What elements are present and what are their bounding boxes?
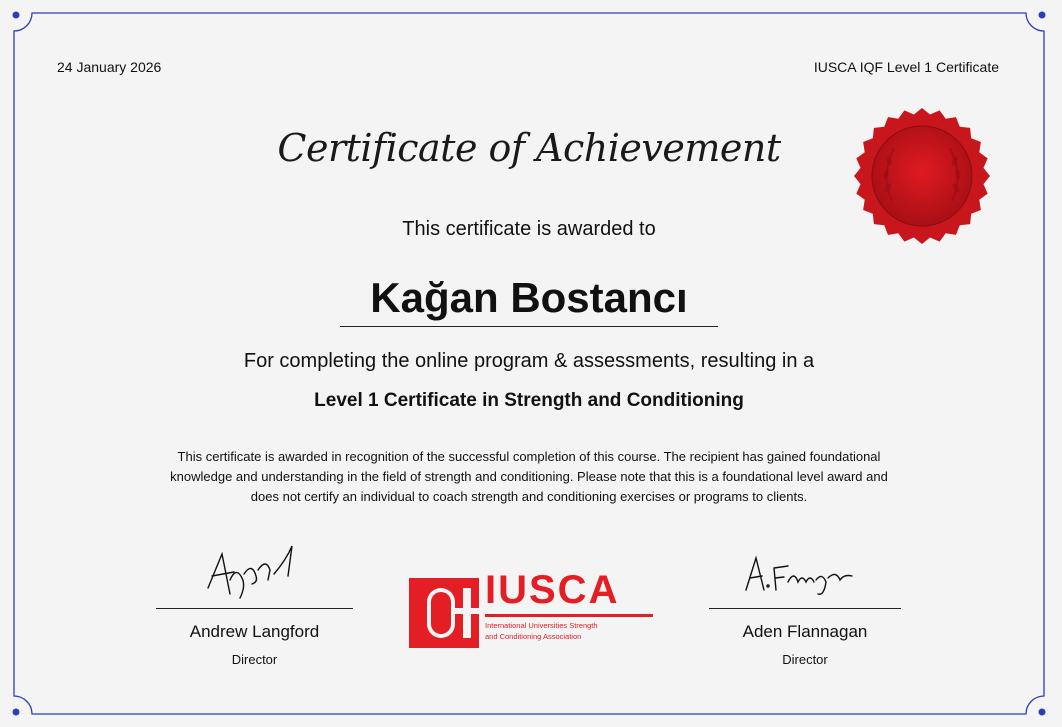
certificate-date: 24 January 2026 [57, 59, 162, 75]
recipient-name: Kağan Bostancı [340, 272, 718, 327]
iusca-logo-subtitle-line2: and Conditioning Association [485, 632, 582, 641]
iusca-logo-subtitle-line1: International Universities Strength [485, 621, 598, 630]
certificate-label: IUSCA IQF Level 1 Certificate [813, 59, 999, 75]
signatory-name-right: Aden Flannagan [742, 622, 868, 641]
signature-andrew-langford [200, 540, 300, 602]
certificate-title: Certificate of Achievement [277, 126, 781, 170]
signatory-role-right: Director [782, 652, 828, 667]
logo-underline [485, 614, 653, 617]
awarded-text: This certificate is awarded to [402, 218, 656, 240]
signature-line-left [156, 608, 353, 609]
signature-aden-flannagan [740, 552, 864, 600]
iusca-logo-mark-icon [409, 574, 485, 648]
signature-line-right [709, 608, 901, 609]
signatory-name-left: Andrew Langford [189, 622, 320, 641]
iusca-logo-text: IUSCA [485, 568, 620, 612]
iusca-logo [409, 568, 655, 648]
qualification-title: Level 1 Certificate in Strength and Conditioning [314, 390, 744, 411]
certificate-description: This certificate is awarded in recognition of the successful completion of this course. The recipient has gained foundational knowledge and understanding in the field of strength and conditioning. Please note that this is a foundational level award and does not certify an individual to coach strength and conditioning exercises or programs to clients. [170, 449, 888, 504]
iusca-logo-subtitle [485, 620, 665, 642]
signatory-role-left: Director [231, 652, 278, 667]
completion-text: For completing the online program & assessments, resulting in a [243, 350, 815, 372]
